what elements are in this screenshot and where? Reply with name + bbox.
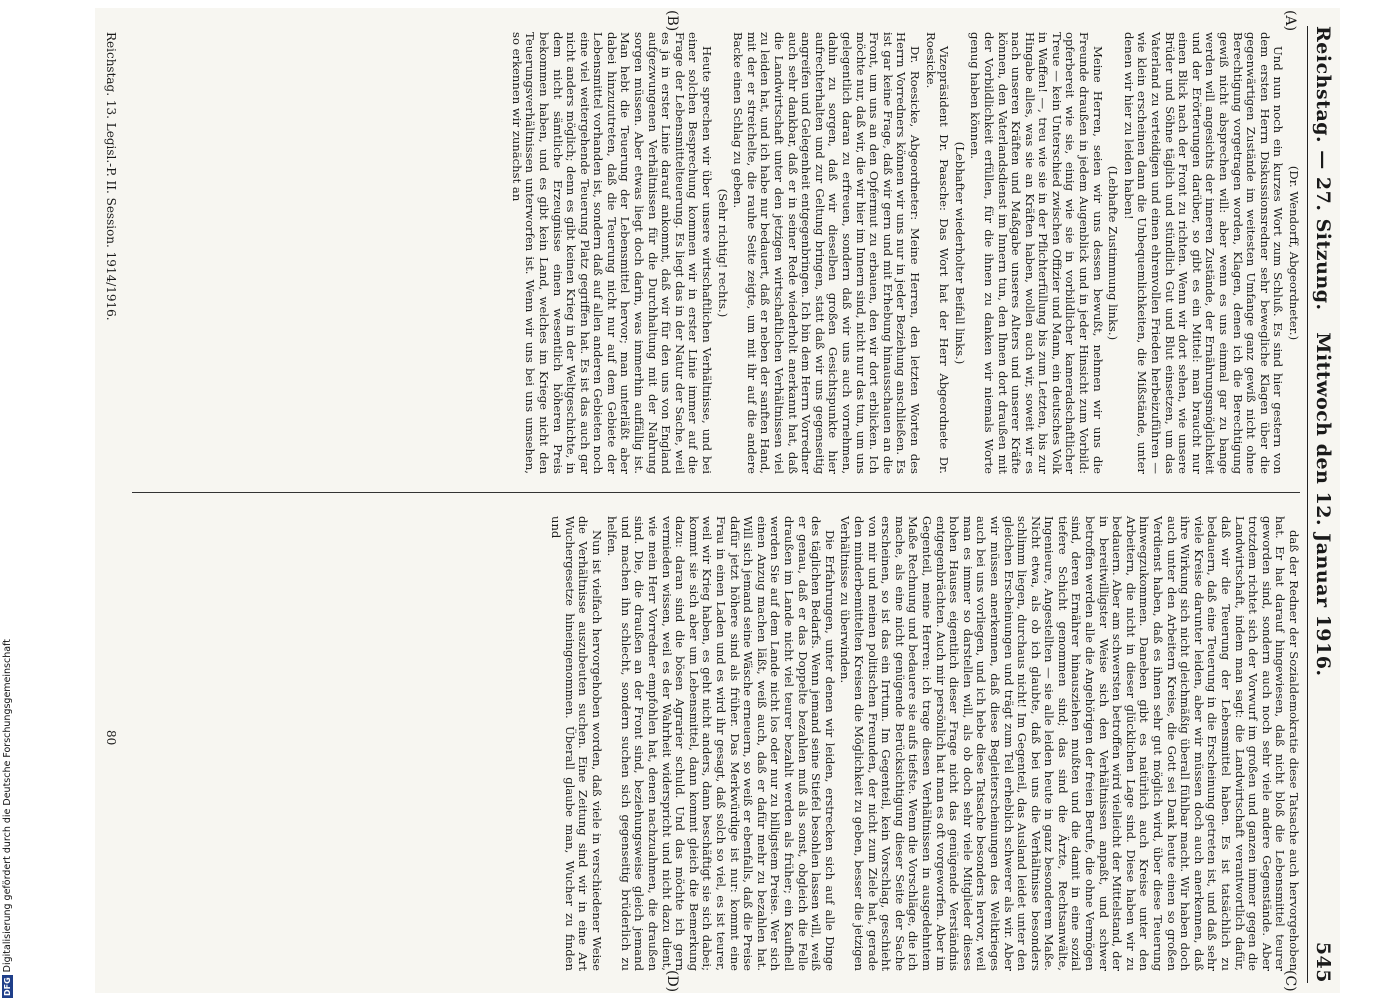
paragraph: Und nun noch ein kurzes Wort zum Schluß. Es sind hier gestern von dem ersten Herrn Diskussionsredner sehr bewegliche Klagen über die gegenwärtigen Zustände im weitesten Umfange ganz gewiß nicht ohne Berechtigung vorgetragen worden, Klagen, denen ich die Berechtigung gewiß nicht absprechen will: aber wenn es uns einmal gar zu bange werden will angesichts der inneren Zustände, der Ernährungsmöglichkeit und der Erörterungen darüber, so gibt es ein Mittel: man braucht nur einen Blick nach der Front zu richten. Wenn wir dort sehen, wie unsere Brüder und Söhne täglich und stündlich Gut und Blut einsetzen, um das Vaterland zu verteidigen und einen ehrenvollen Frieden herbeizuführen — wie klein erscheinen dann die Unbequemlichkeiten, die Mißstände, unter denen wir hier zu leiden haben! — [1121, 32, 1286, 474]
left-footer: Reichstag. 13. Legisl.-P. II. Session. 1914/1916. — [104, 32, 118, 321]
paragraph: Nun ist vielfach hervorgehoben worden, daß viele in verschiedener Weise die Verhältnisse auszubeuten suchen. Eine Zeitung sind wir in eine Art Wuchergesetze hineingenommen. Überall glaube man, Wucher zu finden und — [548, 516, 604, 971]
margin-mark-b: (B) — [664, 10, 680, 32]
column-divider — [132, 492, 1300, 493]
stage-direction: (Dr. Wendorff, Abgeordneter.) — [1287, 165, 1301, 341]
paragraph: Die Erfahrungen, unter denen wir leiden, erstrecken sich auf alle Dinge des täglichen Bedarfs. Wenn jemand seine Stiefel besohlen lassen will, weiß er genau, daß er das Doppelte bezahlen muß als sonst, obgleich die Felle draußen im Lande nicht viel teurer bezahlt werden als früher; ein Kaufhell werden Sie auf dem Lande nicht los oder nur zu billigstem Preise. Wer sich einen Anzug machen läßt, weiß auch, daß er dafür mehr zu bezahlen hat. Will sich jemand seine Wäsche erneuern, so weiß er ebenfalls, daß die Preise dafür jetzt höhere sind als früher. Das Merkwürdige ist nur: kommt eine Frau in einen Laden und es wird ihr gesagt, daß solch so viel, es ist teurer, weil wir Krieg haben, es geht nicht anders, dann beschäftigt sie sich dabei; kommt sie sich aber um Lebensmittel, dann kommt gleich die Bemerkung dazu: daran sind die bösen Agrarier schuld. Und das möchte ich gern vermieden wissen, weil es der Wahrheit widerspricht und nicht dazu dient, wie mein Herr Vorredner empfohlen hat, denen nachzuahmen, die draußen sind. Die, die draußen an der Front sind, beziehungsweise gleich jemand und machen ihn schlecht, sondern suchen sich gegenseitig brüderlich zu helfen. — [605, 516, 837, 971]
header-left: Reichstag. — 27. Sitzung. — [1312, 26, 1334, 311]
margin-mark-d: (D) — [664, 970, 680, 993]
paragraph: daß der Redner der Sozialdemokratie diese Tatsache auch hervorgehoben hat. Er hat darauf hingewiesen, daß nicht bloß die Lebensmittel teurer geworden sind, sondern auch noch sehr viele andere Gegenstände. Aber trotzdem richtet sich der Vorwurf im großen und ganzen immer gegen die Landwirtschaft, indem man sagt: die Landwirtschaft verantwortlich dafür, daß wir die Teuerung der Lebensmittel haben. Es ist tatsächlich zu bedauern, daß eine Teuerung in die Erscheinung getreten ist, und daß sehr viele Kreise darunter leiden, aber wir müssen doch auch anerkennen, daß ihre Wirkung sich nicht gleichmäßig überall fühlbar macht. Wir haben doch auch unter den Arbeitern Kreise, die Gott sei Dank heute einen so großen Verdienst haben, daß es ihnen sehr gut möglich wird, über diese Teuerung hinwegzukommen. Daneben gibt es natürlich auch Kreise unter den Arbeitern, die nicht in dieser glücklichen Lage sind. Diese haben wir zu bedauern. Aber am schwersten betroffen wird vielleicht der Mittelstand, der in bereitwilligster Weise sich den Verhältnissen anpaßt, und schwer betroffen werden alle die Angehörigen der freien Berufe, die ohne Vermögen sind, deren Ernährer hinausziehen mußten und die damit in eine sozial tiefere Schicht genommen sind; das sind die Ärzte, Rechtsanwälte, Ingenieure, Angestellten — sie alle leiden heute in ganz besonderem Maße. Nicht etwa, als ob ich glaubte, daß bei uns die Verhältnisse besonders schlimm liegen, durchaus nicht! Im Gegenteil, das Ausland leidet unter den gleichen Erscheinungen und trägt zum Teil erheblich schwerer als wir. Aber wir müssen anerkennen, daß diese Begleiterscheinungen des Weltkrieges auch bei uns vorliegen, und ich hebe diese Tatsache besonders hervor, weil man es immer so darstellen will, als ob doch sehr viele Mitglieder dieses hohen Hauses eigentlich dieser Frage nicht das genügende Verständnis entgegenbrächten. Auch mir persönlich hat man es oft vorgeworfen. Aber im Gegenteil, meine Herren: ich trage diesen Verhältnissen in ausgedehntem Maße Rechnung und bedauere sie aufs tiefste. Wenn die Vorschläge, die ich mache, als eine nicht genügende Berücksichtigung dieser Seite der Sache erscheinen, so ist das ein Irrtum. Im Gegenteil, kein Vorschlag, geschieht von mir und meinen politischen Freunden, der nicht zum Ziele hat, gerade den minderbemittelten Kreisen die Möglichkeit zu geben, besser die jetzigen Verhältnisse zu überwinden. — [838, 516, 1301, 971]
margin-mark-c: (C) — [1282, 970, 1298, 992]
digitization-credit — [2, 639, 13, 998]
stage-direction: (Lebhafter wiederholter Beifall links.) — [952, 141, 967, 365]
paragraph: Heute sprechen wir über unsere wirtschaftlichen Verhältnisse, und bei einer solchen Besprechung kommen wir in erster Linie immer auf die Frage der Lebensmittelteuerung. Es liegt das in der Natur der Sache, weil es ja in erster Linie darauf ankommt, daß wir für den uns von England aufgezwungenen Verhältnissen für die Durchhaltung mit der Nahrung sorgen müssen. Aber etwas liegt doch darin, was immerhin auffällig ist. Man hebt die Teuerung der Lebensmittel hervor; man unterläßt aber dabei hinzuzutreten, daß die Teuerung nicht nur auf dem Gebiete der Lebensmittel vorhanden ist, sondern daß auf allen anderen Gebieten noch eine viel weitergehende Teuerung Platz gegriffen hat. Es ist das auch gar nicht anders möglich; denn es gibt keinen Krieg in der Weltgeschichte, in dem nicht sämtliche Erzeugnisse einen wesentlich höheren Preis bekommen haben, und es gibt kein Land, welches im Kriege nicht den Teuerungsverhältnissen unterworfen ist. Wenn wir uns bei uns umsehen, so erkennen wir zunächst an — [509, 32, 715, 474]
stage-direction: (Sehr richtig! rechts.) — [715, 188, 730, 318]
right-footer: 80 — [104, 730, 118, 746]
page-header — [1307, 26, 1334, 983]
dfg-logo: DFG — [3, 977, 12, 996]
header-date: Mittwoch den 12. Januar 1916. — [1312, 332, 1334, 677]
stage-direction: (Lebhafte Zustimmung links.) — [1106, 165, 1121, 341]
left-column — [130, 32, 1300, 474]
margin-mark-a: (A) — [1282, 10, 1298, 32]
credit-text: Digitalisierung gefördert durch die Deutsche Forschungsgemeinschaft — [2, 639, 13, 973]
page-number: 545 — [1312, 941, 1334, 983]
paragraph: Meine Herren, seien wir uns dessen bewußt, nehmen wir uns die Freunde draußen in jedem Augenblick und in jeder Hinsicht zum Vorbild: opferbereit wie sie, einig wie sie in vorbildlicher kameradschaftlicher Treue — kein Unterschied zwischen Offizier und Mann, ein deutsches Volk in Waffen! —, treu wie sie in der Pflichterfüllung bis zum Letzten, bis zur Hingabe alles, was sie an Kräften haben, wollen auch wir, soweit wir es nach unseren Kräften und Maßgabe unseres Alters und unserer Kräfte können, den Vaterlandsdienst im Innern tun, den Ihnen dort draußen mit der Vorbildlichkeit erfüllen, für die ihnen zu danken wir niemals Worte genug haben können. — [968, 32, 1105, 474]
newspaper-page — [95, 8, 1340, 993]
right-column — [130, 516, 1300, 971]
paragraph: Dr. Roesicke, Abgeordneter: Meine Herren, den letzten Worten des Herrn Vorredners können wir uns nur in jeder Beziehung anschließen. Es ist gar keine Frage, daß wir gern und mit Erhebung hinausschauen an die Front, um uns an den Opfermut zu erbauen, den wir dort erblicken. Ich möchte nur, daß wir, die wir hier im Innern sind, nicht nur das tun, um uns gelegentlich daran zu erfreuen, sondern daß wir uns auch vornehmen, dahin zu sorgen, daß wir dieselben großen Gesichtspunkte hier aufrechterhalten und zur Geltung bringen, statt daß wir uns gegenseitig angreifen und Gelegenheit entgegenbringen. Ich bin dem Herrn Vorredner auch sehr dankbar, daß er in seiner Rede wiederholt anerkannt hat, daß die Landwirtschaft unter den jetzigen wirtschaftlichen Verhältnissen viel zu leiden hat, und ich habe nur bedauert, daß er neben der sanften Hand, mit der er streichelte, die rauhe Seite zeigte, um mit ihr auf die andere Backe einen Schlag zu geben. — [731, 32, 922, 474]
paragraph: Vizepräsident Dr. Paasche: Das Wort hat der Herr Abgeordnete Dr. Roesicke. — [923, 32, 952, 474]
